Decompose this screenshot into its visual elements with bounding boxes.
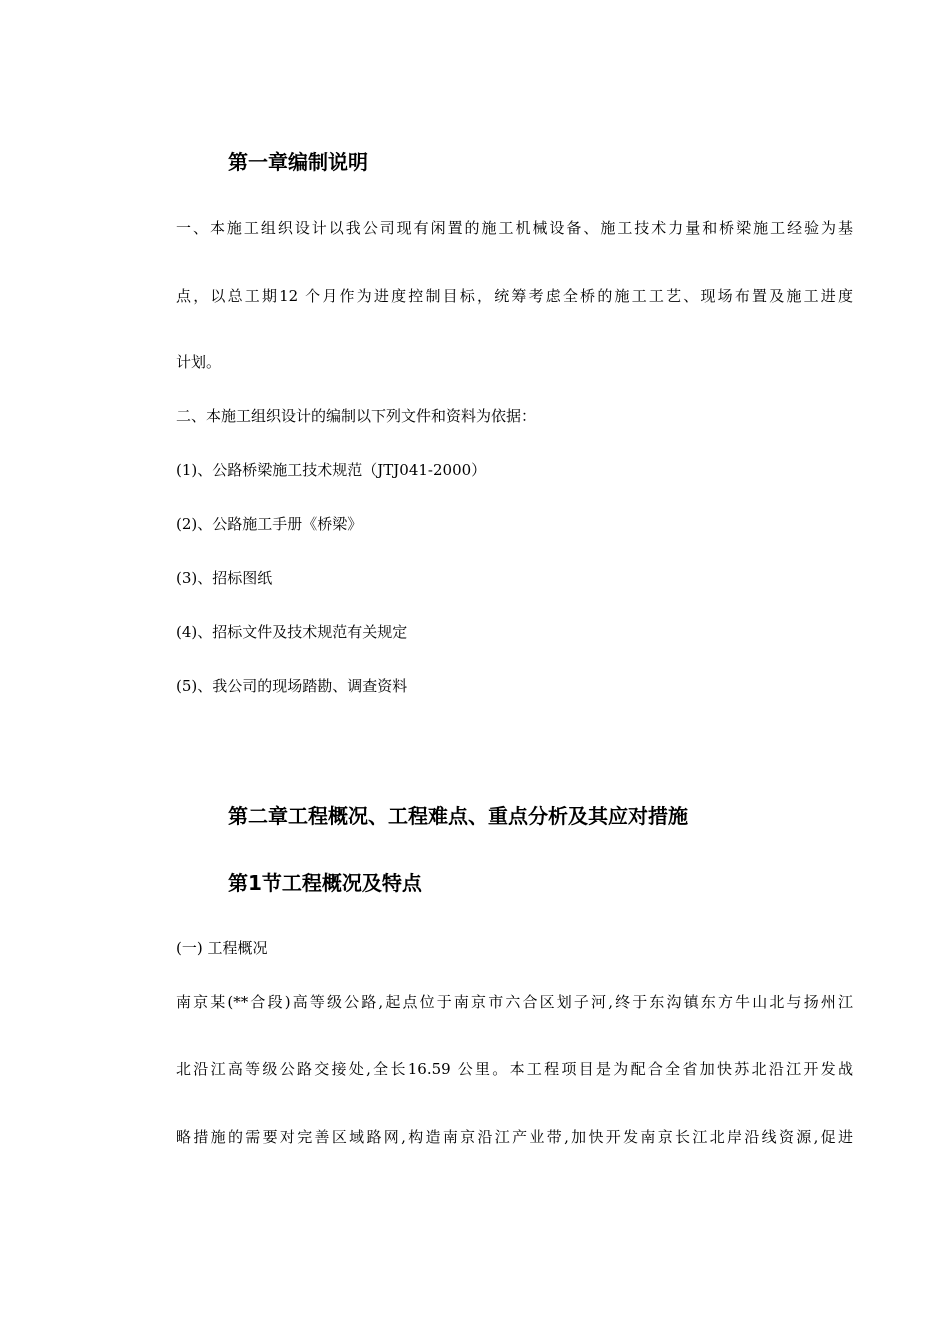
section1-title: 第1节工程概况及特点 [228, 871, 422, 895]
basis-item-3: (3)、招标图纸 [176, 569, 273, 587]
chapter1-para2: 二、本施工组织设计的编制以下列文件和资料为依据： [176, 407, 537, 425]
chapter1-para1-line3: 计划。 [176, 353, 222, 371]
chapter1-title: 第一章编制说明 [228, 150, 368, 174]
chapter2-title: 第二章工程概况、工程难点、重点分析及其应对措施 [228, 804, 688, 828]
chapter1-para1-line1: 一、本施工组织设计以我公司现有闲置的施工机械设备、施工技术力量和桥梁施工经验为基 [176, 219, 853, 237]
overview-line1: 南京某(**合段)高等级公路,起点位于南京市六合区划子河,终于东沟镇东方牛山北与扬州江 [176, 993, 853, 1011]
basis-item-1: (1)、公路桥梁施工技术规范（JTJ041-2000） [176, 461, 487, 479]
basis-item-2: (2)、公路施工手册《桥梁》 [176, 515, 363, 533]
basis-item-5: (5)、我公司的现场踏勘、调查资料 [176, 677, 408, 695]
subsection1-title: (一) 工程概况 [176, 939, 268, 957]
overview-line2: 北沿江高等级公路交接处,全长16.59 公里。本工程项目是为配合全省加快苏北沿江开发战 [176, 1060, 853, 1078]
overview-line3: 略措施的需要对完善区域路网,构造南京沿江产业带,加快开发南京长江北岸沿线资源,促进 [176, 1128, 853, 1146]
basis-item-4: (4)、招标文件及技术规范有关规定 [176, 623, 408, 641]
chapter1-para1-line2: 点，以总工期12 个月作为进度控制目标，统筹考虑全桥的施工工艺、现场布置及施工进度 [176, 287, 853, 305]
